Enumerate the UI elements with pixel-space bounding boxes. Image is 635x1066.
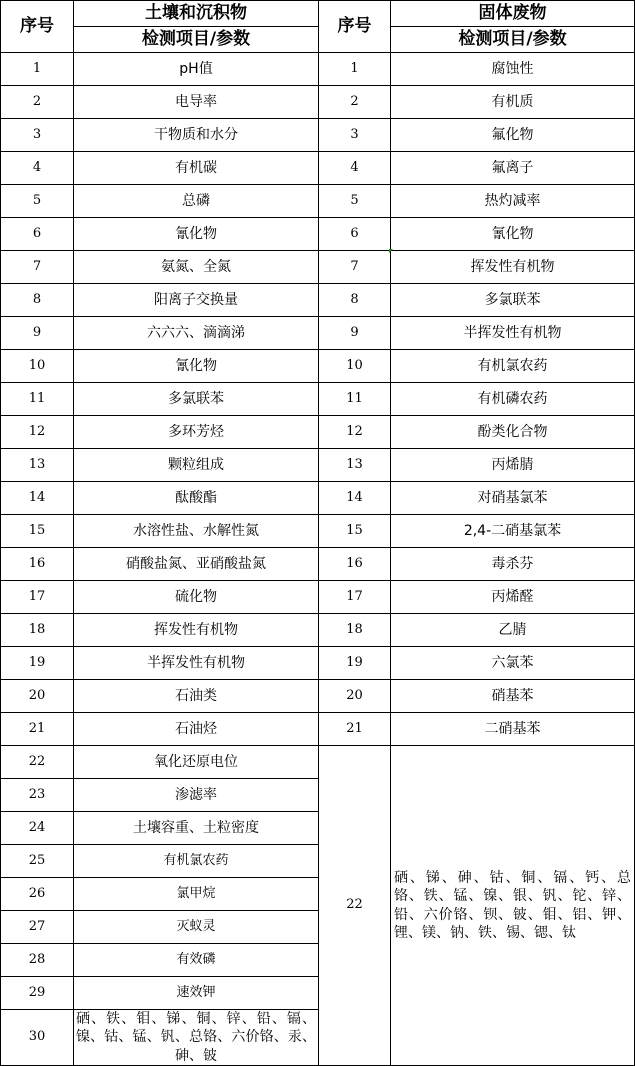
solid-seq-cell: 18 xyxy=(319,614,391,647)
soil-seq-cell: 3 xyxy=(1,119,74,152)
table-row xyxy=(1,251,635,284)
table-row xyxy=(1,53,635,86)
table-row xyxy=(1,350,635,383)
soil-seq-cell: 17 xyxy=(1,581,74,614)
soil-item-cell: 干物质和水分 xyxy=(74,119,319,152)
soil-item-cell: 硝酸盐氮、亚硝酸盐氮 xyxy=(74,548,319,581)
solid-item-cell: 毒杀芬 xyxy=(391,548,635,581)
soil-seq-cell: 14 xyxy=(1,482,74,515)
solid-seq-cell: 17 xyxy=(319,581,391,614)
soil-item-cell: 石油烃 xyxy=(74,713,319,746)
soil-item-cell: 速效钾 xyxy=(74,977,319,1010)
soil-seq-cell: 1 xyxy=(1,53,74,86)
soil-seq-cell: 16 xyxy=(1,548,74,581)
soil-seq-cell: 28 xyxy=(1,944,74,977)
solid-seq-cell: 8 xyxy=(319,284,391,317)
soil-item-cell: 有机氯农药 xyxy=(74,845,319,878)
soil-seq-cell: 15 xyxy=(1,515,74,548)
soil-item-cell: 六六六、滴滴涕 xyxy=(74,317,319,350)
solid-item-cell: 热灼减率 xyxy=(391,185,635,218)
solid-item-cell: 2,4-二硝基氯苯 xyxy=(391,515,635,548)
soil-seq-cell: 24 xyxy=(1,812,74,845)
table-row xyxy=(1,581,635,614)
soil-seq-cell: 12 xyxy=(1,416,74,449)
solid-seq-cell: 10 xyxy=(319,350,391,383)
soil-seq-cell: 7 xyxy=(1,251,74,284)
solid-item-cell: 氟化物 xyxy=(391,119,635,152)
table-row xyxy=(1,119,635,152)
table-row xyxy=(1,515,635,548)
soil-seq-cell: 18 xyxy=(1,614,74,647)
solid-item-cell: 六氯苯 xyxy=(391,647,635,680)
soil-item-cell: 渗滤率 xyxy=(74,779,319,812)
soil-seq-cell: 2 xyxy=(1,86,74,119)
soil-seq-cell: 10 xyxy=(1,350,74,383)
solid-item-cell: 氟离子 xyxy=(391,152,635,185)
solid-title-header: 固体废物 xyxy=(391,1,635,27)
soil-item-cell: 半挥发性有机物 xyxy=(74,647,319,680)
soil-seq-cell: 19 xyxy=(1,647,74,680)
table-row xyxy=(1,548,635,581)
soil-seq-cell: 6 xyxy=(1,218,74,251)
soil-item-cell: 有机碳 xyxy=(74,152,319,185)
solid-seq-cell: 14 xyxy=(319,482,391,515)
soil-seq-cell: 20 xyxy=(1,680,74,713)
solid-item-cell: 挥发性有机物 xyxy=(391,251,635,284)
solid-item-cell: 二硝基苯 xyxy=(391,713,635,746)
table-row xyxy=(1,86,635,119)
solid-seq-cell: 16 xyxy=(319,548,391,581)
table-row xyxy=(1,482,635,515)
table-row xyxy=(1,152,635,185)
solid-item-cell: 有机磷农药 xyxy=(391,383,635,416)
seq-header-soil: 序号 xyxy=(1,1,74,53)
table-row xyxy=(1,680,635,713)
solid-seq-cell: 7 xyxy=(319,251,391,284)
table-row xyxy=(1,647,635,680)
table-row xyxy=(1,746,635,779)
solid-item-cell: 多氯联苯 xyxy=(391,284,635,317)
soil-item-cell: 石油类 xyxy=(74,680,319,713)
solid-item-cell: 酚类化合物 xyxy=(391,416,635,449)
solid-seq-cell: 15 xyxy=(319,515,391,548)
cell-comment-marker xyxy=(389,249,393,253)
soil-item-cell: 酞酸酯 xyxy=(74,482,319,515)
table-row xyxy=(1,317,635,350)
solid-item-cell: 硝基苯 xyxy=(391,680,635,713)
soil-item-cell: 多环芳烃 xyxy=(74,416,319,449)
table-row xyxy=(1,383,635,416)
solid-seq-cell: 2 xyxy=(319,86,391,119)
soil-seq-cell: 21 xyxy=(1,713,74,746)
table-row xyxy=(1,416,635,449)
table-row xyxy=(1,284,635,317)
soil-item-cell: 灭蚁灵 xyxy=(74,911,319,944)
soil-item-cell: 氯甲烷 xyxy=(74,878,319,911)
solid-item-cell: 丙烯腈 xyxy=(391,449,635,482)
soil-seq-cell: 27 xyxy=(1,911,74,944)
soil-seq-cell: 30 xyxy=(1,1010,74,1066)
soil-title-header: 土壤和沉积物 xyxy=(74,1,319,27)
soil-item-cell: 氧化还原电位 xyxy=(74,746,319,779)
solid-item-cell: 乙腈 xyxy=(391,614,635,647)
solid-seq-cell: 6 xyxy=(319,218,391,251)
table-row xyxy=(1,614,635,647)
soil-item-cell: 电导率 xyxy=(74,86,319,119)
soil-seq-cell: 29 xyxy=(1,977,74,1010)
solid-seq-cell: 22 xyxy=(319,746,391,1066)
soil-item-cell: 氰化物 xyxy=(74,218,319,251)
solid-seq-cell: 1 xyxy=(319,53,391,86)
soil-seq-cell: 23 xyxy=(1,779,74,812)
soil-seq-cell: 4 xyxy=(1,152,74,185)
soil-item-cell: 硫化物 xyxy=(74,581,319,614)
soil-item-cell: 硒、铁、钼、锑、铜、锌、铅、镉、镍、钴、锰、钒、总铬、六价铬、汞、砷、铍 xyxy=(74,1010,319,1066)
soil-item-cell: 土壤容重、土粒密度 xyxy=(74,812,319,845)
soil-seq-cell: 8 xyxy=(1,284,74,317)
table-row xyxy=(1,185,635,218)
solid-seq-cell: 4 xyxy=(319,152,391,185)
solid-seq-cell: 19 xyxy=(319,647,391,680)
soil-item-cell: 水溶性盐、水解性氮 xyxy=(74,515,319,548)
solid-item-cell: 氰化物 xyxy=(391,218,635,251)
solid-seq-cell: 11 xyxy=(319,383,391,416)
solid-item-cell: 有机氯农药 xyxy=(391,350,635,383)
soil-item-cell: 氰化物 xyxy=(74,350,319,383)
soil-item-cell: 总磷 xyxy=(74,185,319,218)
soil-seq-cell: 13 xyxy=(1,449,74,482)
soil-item-cell: 多氯联苯 xyxy=(74,383,319,416)
soil-seq-cell: 25 xyxy=(1,845,74,878)
soil-item-cell: 颗粒组成 xyxy=(74,449,319,482)
solid-item-cell: 对硝基氯苯 xyxy=(391,482,635,515)
soil-item-cell: 氨氮、全氮 xyxy=(74,251,319,284)
soil-seq-cell: 11 xyxy=(1,383,74,416)
soil-item-cell: 阳离子交换量 xyxy=(74,284,319,317)
solid-item-cell: 有机质 xyxy=(391,86,635,119)
soil-seq-cell: 26 xyxy=(1,878,74,911)
solid-seq-cell: 21 xyxy=(319,713,391,746)
solid-seq-cell: 5 xyxy=(319,185,391,218)
solid-seq-cell: 20 xyxy=(319,680,391,713)
table-row xyxy=(1,218,635,251)
solid-seq-cell: 12 xyxy=(319,416,391,449)
seq-header-solid: 序号 xyxy=(319,1,391,53)
solid-item-cell: 丙烯醛 xyxy=(391,581,635,614)
table-row xyxy=(1,449,635,482)
soil-seq-cell: 9 xyxy=(1,317,74,350)
soil-subtitle-header: 检测项目/参数 xyxy=(74,27,319,53)
soil-item-cell: 有效磷 xyxy=(74,944,319,977)
soil-seq-cell: 5 xyxy=(1,185,74,218)
solid-seq-cell: 3 xyxy=(319,119,391,152)
solid-seq-cell: 13 xyxy=(319,449,391,482)
solid-subtitle-header: 检测项目/参数 xyxy=(391,27,635,53)
table-row xyxy=(1,713,635,746)
soil-seq-cell: 22 xyxy=(1,746,74,779)
solid-seq-cell: 9 xyxy=(319,317,391,350)
solid-item-cell: 腐蚀性 xyxy=(391,53,635,86)
soil-item-cell: 挥发性有机物 xyxy=(74,614,319,647)
solid-metals-cell: 硒、锑、砷、钴、铜、镉、钙、总铬、铁、锰、镍、银、钒、铊、锌、铅、六价铬、钡、铍、钼、铝、钾、锂、镁、钠、铁、锡、锶、钛 xyxy=(391,746,635,1066)
solid-item-cell: 半挥发性有机物 xyxy=(391,317,635,350)
soil-item-cell: pH值 xyxy=(74,53,319,86)
